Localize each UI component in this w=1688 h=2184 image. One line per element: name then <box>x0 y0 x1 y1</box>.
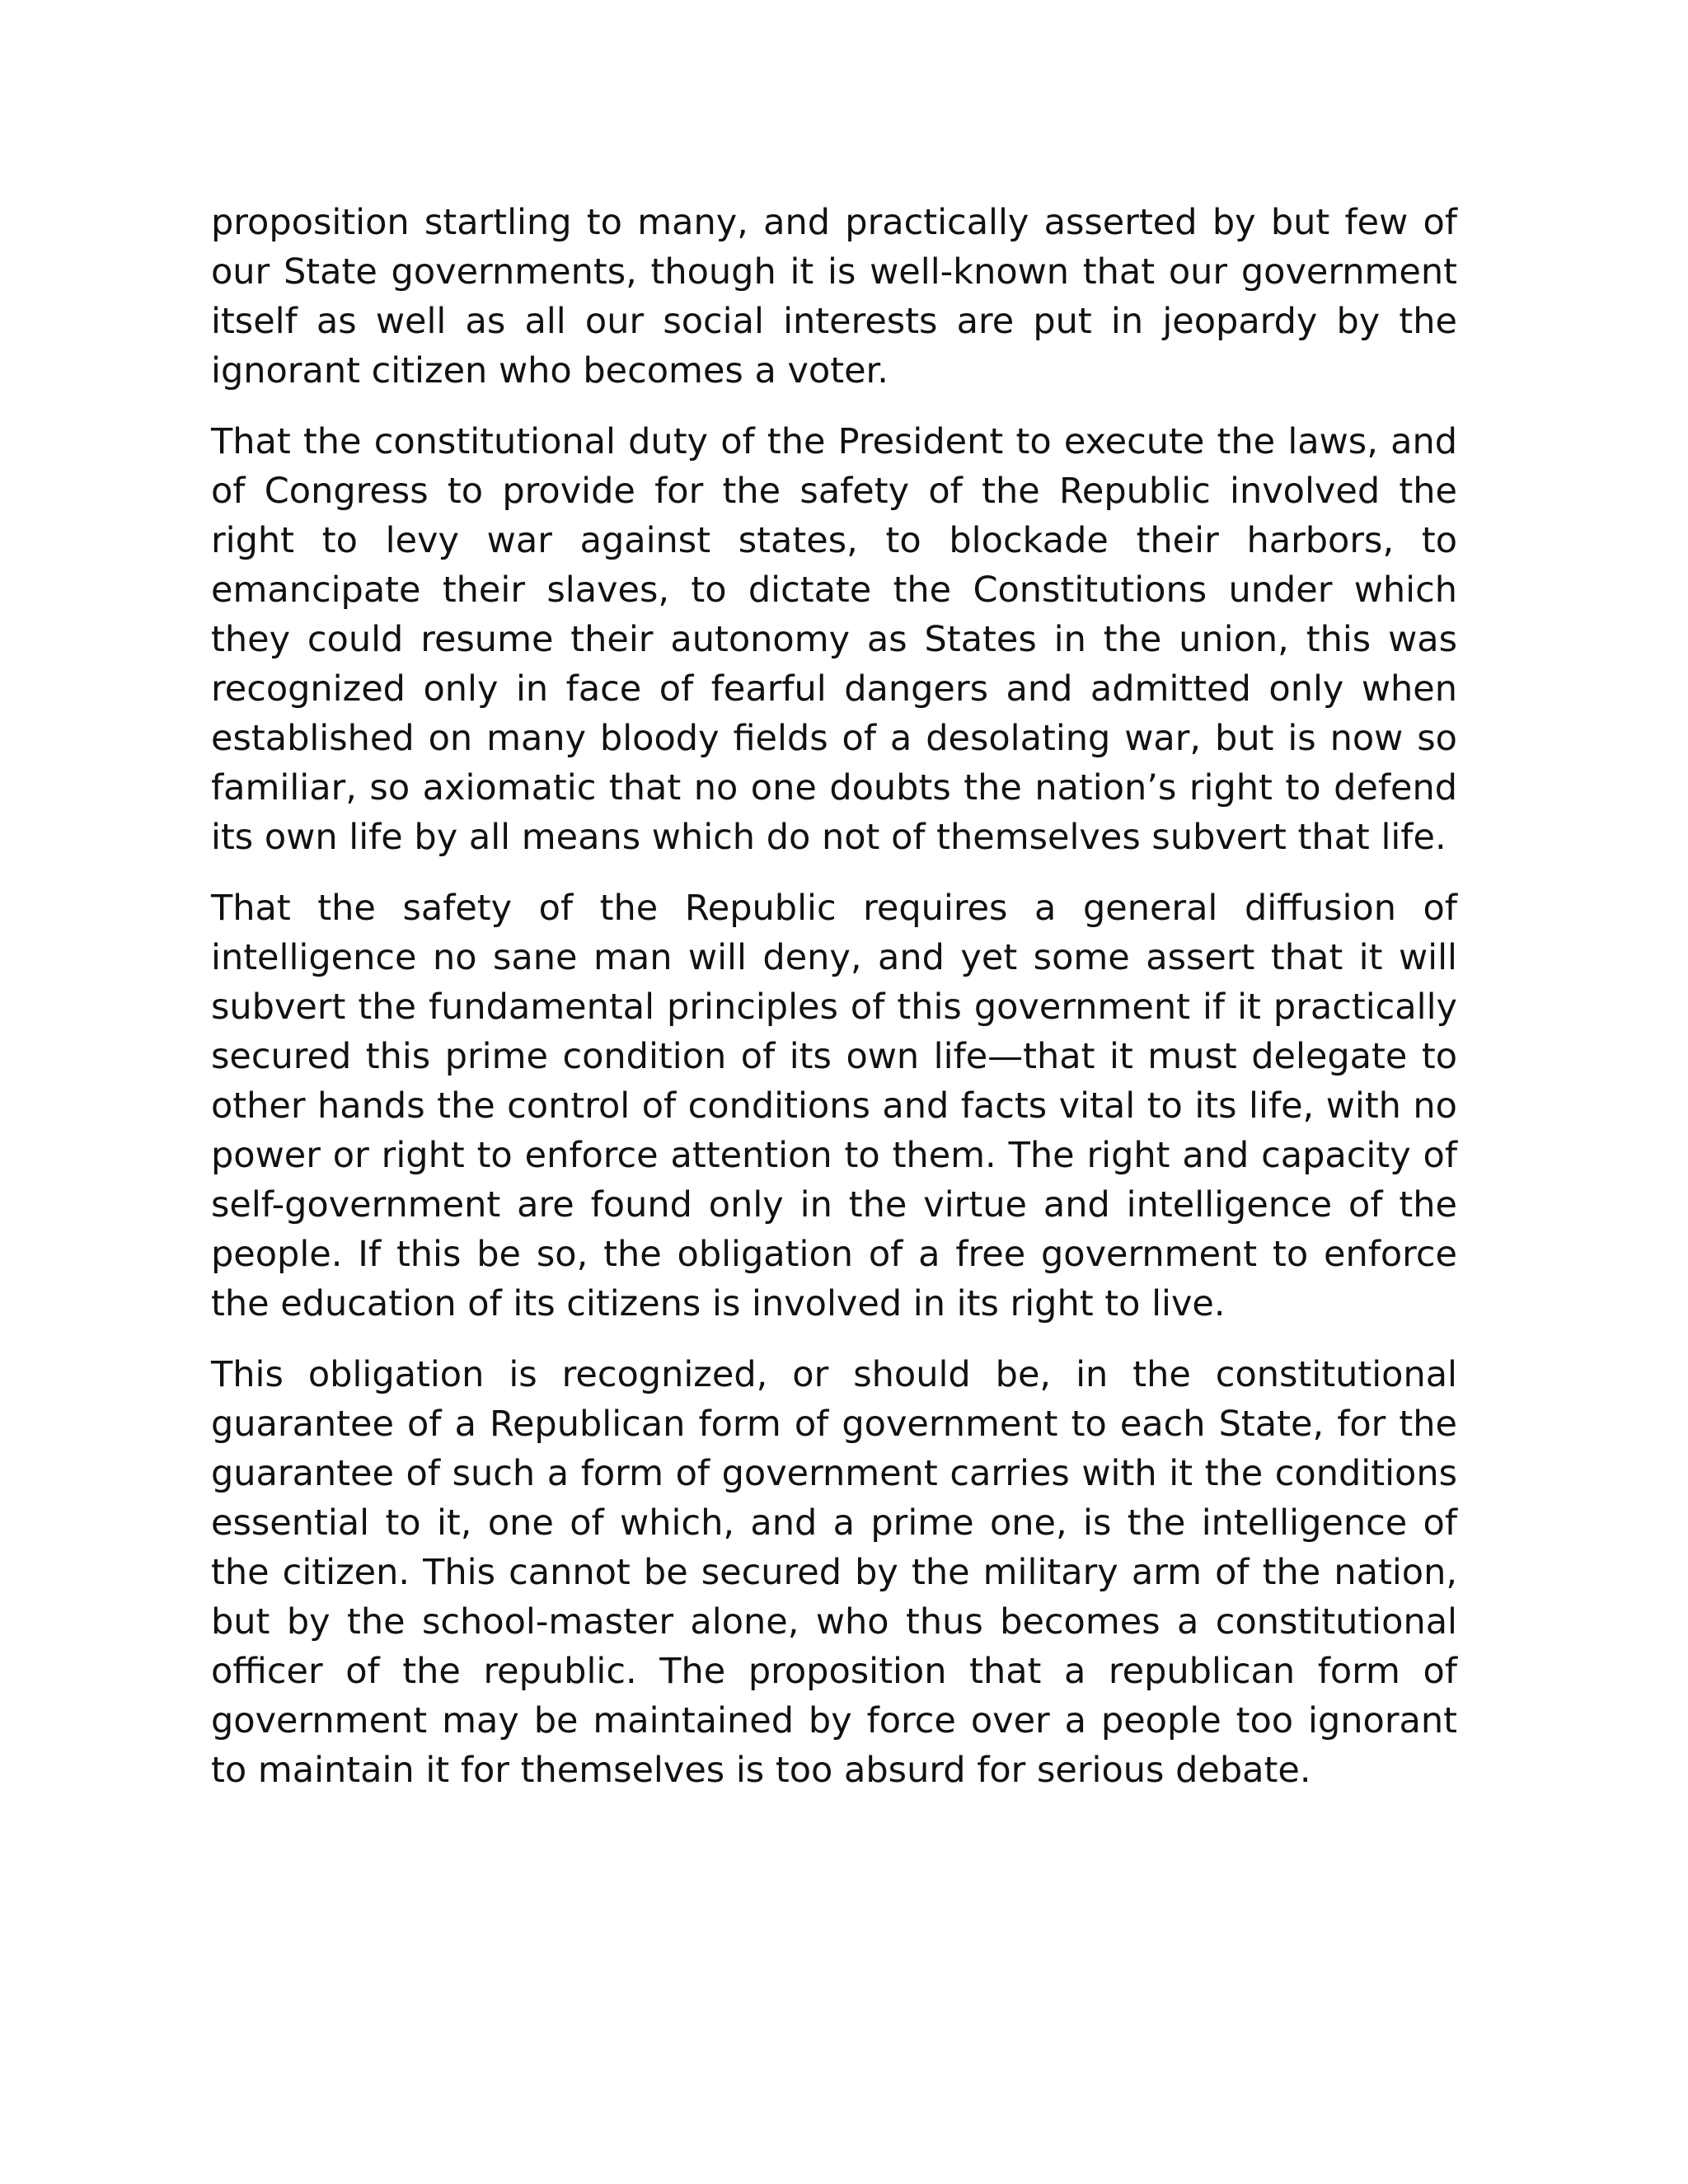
paragraph-1: proposition startling to many, and practically asserted by but few of our State governments, though it is well-known that our government itself as well as all our social interests are put in jeopardy by the ignorant citizen who becomes a voter. <box>211 202 1457 391</box>
paragraph-3: That the safety of the Republic requires a general diffusion of intelligence no sane man will deny, and yet some assert that it will subvert the fundamental principles of this government if it practically secured this prime condition of its own life—that it must delegate to other hands the control of conditions and facts vital to its life, with no power or right to enforce attention to them. The right and capacity of self-government are found only in the virtue and intelligence of the people. If this be so, the obligation of a free government to enforce the education of its citizens is involved in its right to live. <box>211 888 1457 1324</box>
paragraph-2: That the constitutional duty of the President to execute the laws, and of Congress to provide for the safety of the Republic involved the right to levy war against states, to blockade their harbors, to emancipate their slaves, to dictate the Constitutions under which they could resume their autonomy as States in the union, this was recognized only in face of fearful dangers and admitted only when established on many bloody fields of a desolating war, but is now so familiar, so axiomatic that no one doubts the nation’s right to defend its own life by all means which do not of themselves subvert that life. <box>211 421 1457 858</box>
body-text <box>211 198 1457 1816</box>
paragraph-4: This obligation is recognized, or should be, in the constitutional guarantee of a Republican form of government to each State, for the guarantee of such a form of government carries with it the conditions essential to it, one of which, and a prime one, is the intelligence of the citizen. This cannot be secured by the military arm of the nation, but by the school-master alone, who thus becomes a constitutional officer of the republic. The proposition that a republican form of government may be maintained by force over a people too ignorant to maintain it for themselves is too absurd for serious debate. <box>211 1354 1457 1791</box>
